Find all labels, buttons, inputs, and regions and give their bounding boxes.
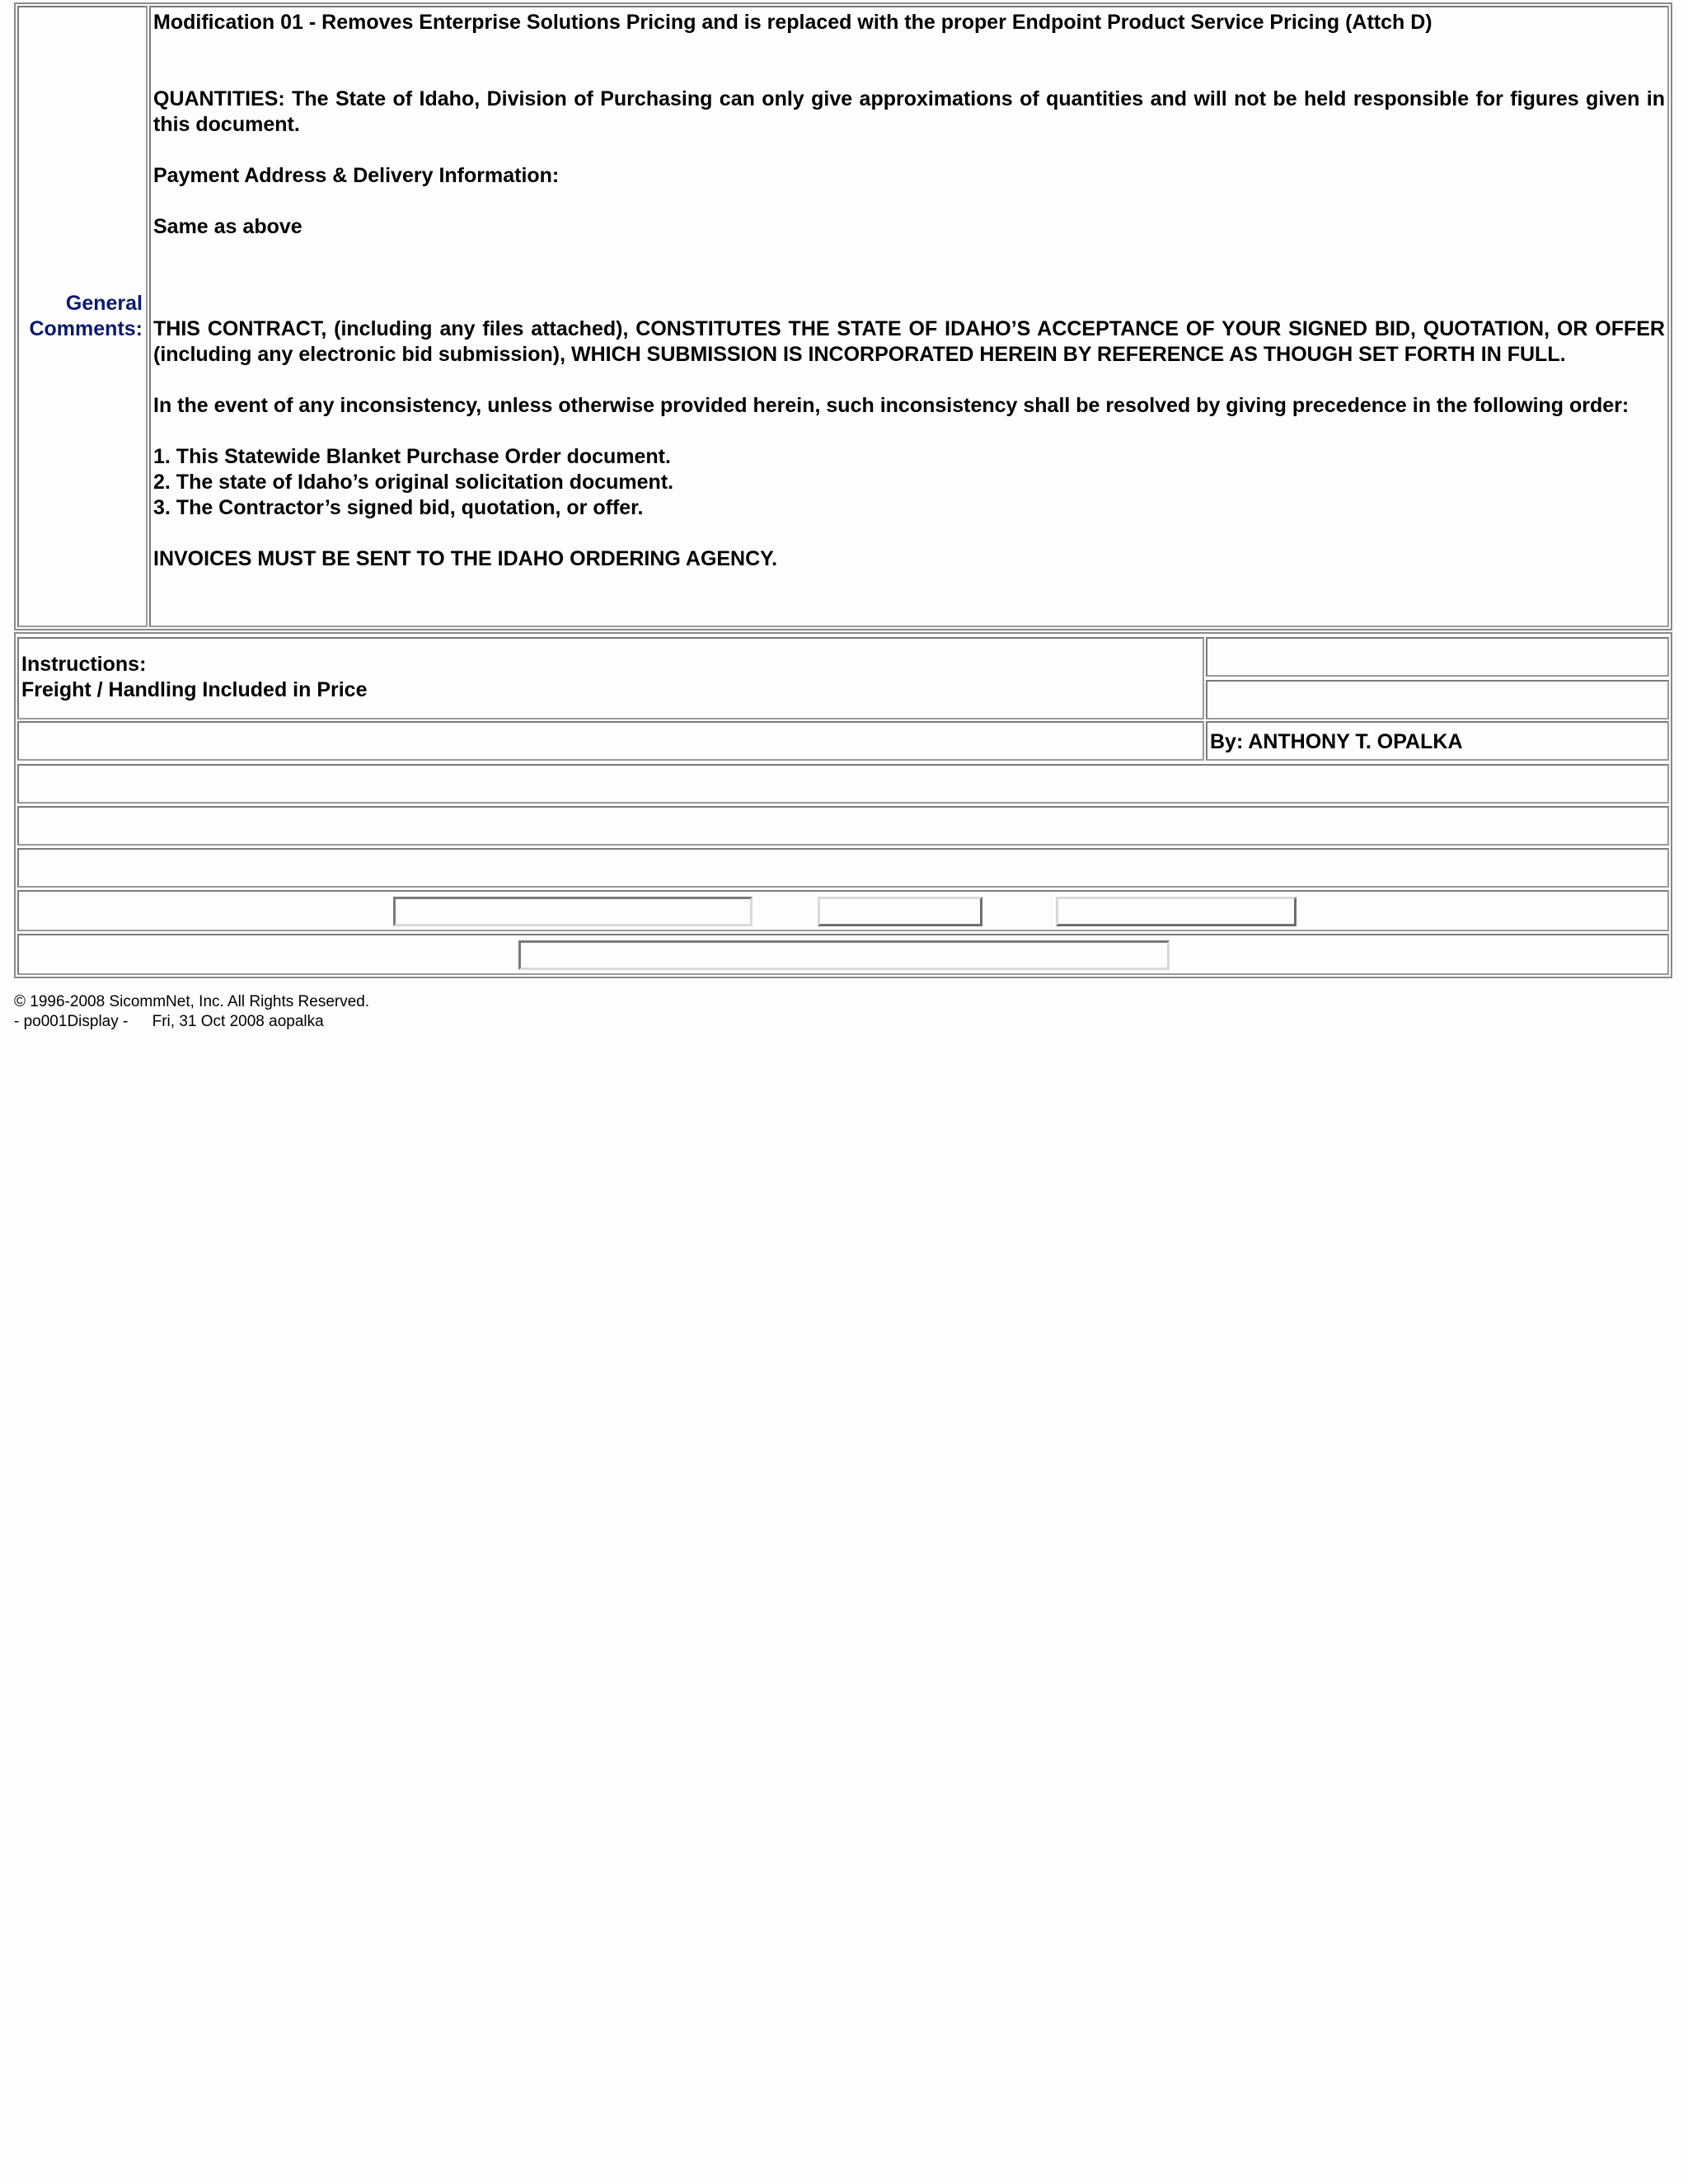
general-comments-content-cell <box>149 6 1669 627</box>
signature-box-top <box>1206 637 1669 677</box>
date-user-stamp: Fri, 31 Oct 2008 aopalka <box>152 1013 324 1030</box>
signature-box-middle <box>1206 680 1669 719</box>
inconsistency-clause: In the event of any inconsistency, unless otherwise provided herein, such inconsistency shall be resolved by giving precedence in the following order: <box>153 394 1629 417</box>
empty-field <box>818 897 982 926</box>
contract-acceptance-statement: THIS CONTRACT, (including any files attached), CONSTITUTES THE STATE OF IDAHO’S ACCEPTANCE OF YOUR SIGNED BID, QUOTATION, OR OFFER (including any electronic bid submission), WHICH SUBMISSION IS INCORPORATED HEREIN BY REFERENCE AS THOUGH SET FORTH IN FULL. <box>153 317 1665 366</box>
instructions-label: Instructions: <box>21 653 147 676</box>
blank-row <box>17 806 1669 846</box>
freight-handling-note: Freight / Handling Included in Price <box>21 678 368 701</box>
general-comments-text <box>153 10 1665 572</box>
blank-row <box>17 764 1669 804</box>
instructions-cell <box>17 637 1204 719</box>
precedence-item: 3. The Contractor’s signed bid, quotation, or offer. <box>153 496 644 519</box>
blank-cell <box>17 721 1204 761</box>
precedence-item: 2. The state of Idaho’s original solicitation document. <box>153 471 674 494</box>
form-fields-row <box>17 890 1669 931</box>
precedence-item: 1. This Statewide Blanket Purchase Order document. <box>153 445 671 468</box>
modification-note: Modification 01 - Removes Enterprise Solutions Pricing and is replaced with the proper Endpoint Product Service Pricing (Attch D) <box>153 11 1432 34</box>
signed-by-name: By: ANTHONY T. OPALKA <box>1210 730 1463 753</box>
same-as-above-text: Same as above <box>153 215 302 238</box>
invoices-notice: INVOICES MUST BE SENT TO THE IDAHO ORDERING AGENCY. <box>153 547 778 570</box>
empty-field <box>1056 897 1296 926</box>
copyright-notice: © 1996-2008 SicommNet, Inc. All Rights Reserved. <box>14 993 370 1010</box>
quantities-disclaimer: QUANTITIES: The State of Idaho, Division of Purchasing can only give approximations of quantities and will not be held responsible for figures given in this document. <box>153 87 1665 136</box>
signed-by-cell <box>1206 721 1669 761</box>
empty-field <box>393 897 753 926</box>
empty-field <box>518 940 1170 970</box>
payment-address-heading: Payment Address & Delivery Information: <box>153 164 560 187</box>
display-id: - po001Display - <box>14 1013 129 1030</box>
form-fields-row <box>17 934 1669 975</box>
page-footer <box>14 992 756 1032</box>
general-comments-label: General Comments: <box>29 292 143 340</box>
general-comments-label-cell <box>17 6 148 627</box>
blank-row <box>17 848 1669 888</box>
